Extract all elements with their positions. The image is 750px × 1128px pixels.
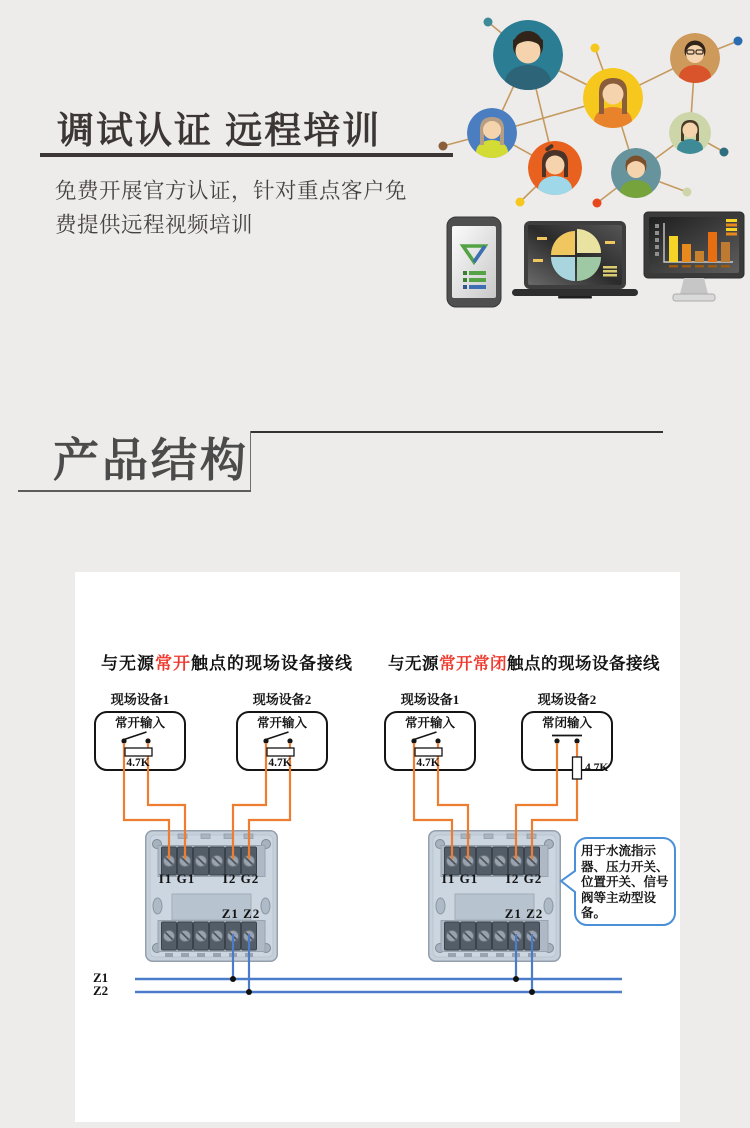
input-type-label: 常闭输入: [541, 716, 592, 730]
resistor-value: 4.7K: [416, 757, 440, 769]
avatar: [669, 112, 711, 159]
avatar: [467, 108, 517, 164]
title-highlight: 常开常闭: [439, 654, 507, 673]
hero-title: 调试认证 远程培训: [57, 110, 382, 151]
terminal-block: [146, 831, 278, 962]
monitor-chart-icon: [640, 210, 750, 310]
title-underline: [40, 153, 453, 157]
device-label: 现场设备2: [537, 692, 597, 707]
terminal-label-i2g2: I2 G2: [222, 871, 260, 886]
bus-label-z2: Z2: [93, 983, 109, 998]
list-icon: [463, 271, 486, 289]
heading-frame-vertical-line: [250, 431, 251, 492]
input-type-label: 常开输入: [114, 716, 165, 730]
title-highlight: 常开: [155, 654, 191, 673]
smartphone-icon: [445, 215, 505, 310]
terminal-label-z1z2: Z1 Z2: [504, 906, 544, 921]
heading-frame-top-line: [250, 431, 663, 433]
input-type-label: 常开输入: [256, 716, 307, 730]
laptop-chart-icon: [510, 220, 640, 302]
avatar: [583, 68, 643, 135]
laptop-base: [512, 289, 638, 296]
hero-description-line1: 免费开展官方认证，针对重点客户免: [55, 179, 408, 203]
terminal-label-i2g2: I2 G2: [505, 871, 543, 886]
wiring-diagram-panel: [75, 572, 680, 1122]
avatar: [611, 148, 661, 204]
title-prefix: 与无源: [388, 654, 439, 673]
terminal-label-i1g1: I1 G1: [158, 871, 196, 886]
title-suffix: 触点的现场设备接线: [191, 654, 353, 673]
hero-description-line2: 费提供远程视频培训: [55, 213, 254, 237]
title-suffix: 触点的现场设备接线: [507, 654, 660, 673]
resistor-value: 4.7K: [268, 757, 292, 769]
device-label: 现场设备2: [252, 692, 312, 707]
device-label: 现场设备1: [110, 692, 170, 707]
resistor-value: 4.7K: [585, 762, 609, 774]
diagram-title-left: [81, 655, 373, 674]
diagram-title-right: [371, 655, 677, 673]
avatar: [528, 141, 582, 202]
device-label: 现场设备1: [400, 692, 460, 707]
avatar: [670, 33, 720, 89]
people-network-illustration: [438, 0, 750, 216]
bus-label-z1: Z1: [93, 970, 109, 985]
input-type-label: 常开输入: [404, 716, 455, 730]
terminal-label-z1z2: Z1 Z2: [221, 906, 261, 921]
heading-frame-bottom-line: [18, 490, 251, 492]
callout-text: 用于水流指示器、压力开关、位置开关、信号阀等主动型设备。: [581, 844, 669, 920]
avatar: [493, 20, 563, 99]
monitor-stand: [680, 278, 708, 294]
terminal-block: [429, 831, 561, 962]
resistor-symbols: [125, 748, 582, 779]
title-prefix: 与无源: [101, 654, 155, 673]
terminal-label-i1g1: I1 G1: [441, 871, 479, 886]
resistor-value: 4.7K: [126, 757, 150, 769]
section-title: 产品结构: [53, 434, 249, 486]
